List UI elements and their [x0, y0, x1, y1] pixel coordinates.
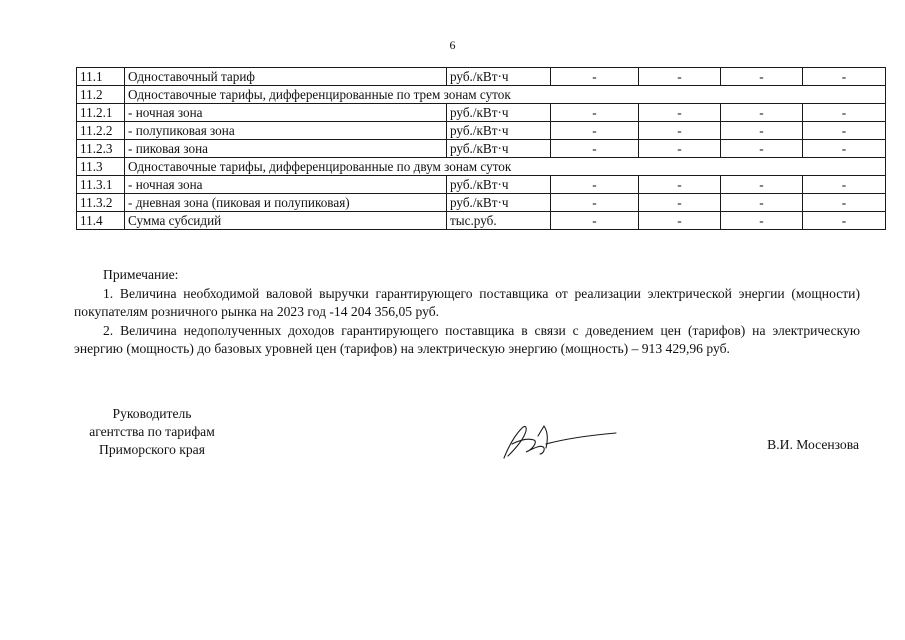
signatory-position — [82, 405, 222, 459]
row-value: - — [639, 104, 721, 122]
row-value: - — [639, 194, 721, 212]
row-value: - — [721, 140, 803, 158]
row-value: - — [551, 68, 639, 86]
table-row — [77, 140, 886, 158]
row-name: - дневная зона (пиковая и полупиковая) — [125, 194, 447, 212]
row-name: Одноставочные тарифы, дифференцированные по двум зонам суток — [125, 158, 886, 176]
row-value: - — [721, 212, 803, 230]
row-number: 11.3 — [77, 158, 125, 176]
row-value: - — [639, 212, 721, 230]
row-unit: тыс.руб. — [447, 212, 551, 230]
row-value: - — [803, 122, 886, 140]
row-value: - — [721, 194, 803, 212]
row-value: - — [721, 104, 803, 122]
notes-title: Примечание: — [103, 267, 179, 282]
row-value: - — [721, 68, 803, 86]
row-value: - — [803, 68, 886, 86]
row-value: - — [551, 176, 639, 194]
row-name: - ночная зона — [125, 104, 447, 122]
row-name: Одноставочные тарифы, дифференцированные по трем зонам суток — [125, 86, 886, 104]
row-unit: руб./кВт·ч — [447, 104, 551, 122]
row-value: - — [803, 194, 886, 212]
tariff-table — [76, 67, 886, 230]
table-row — [77, 176, 886, 194]
row-unit: руб./кВт·ч — [447, 176, 551, 194]
row-number: 11.3.2 — [77, 194, 125, 212]
row-name: - полупиковая зона — [125, 122, 447, 140]
position-line-1: Руководитель — [112, 406, 192, 421]
table-row — [77, 68, 886, 86]
row-name: Одноставочный тариф — [125, 68, 447, 86]
row-value: - — [551, 194, 639, 212]
row-value: - — [639, 176, 721, 194]
row-number: 11.4 — [77, 212, 125, 230]
row-unit: руб./кВт·ч — [447, 68, 551, 86]
row-number: 11.2.2 — [77, 122, 125, 140]
note-item-1: 1. Величина необходимой валовой выручки гарантирующего поставщика от реализации электрической энергии (мощности) покупателям розничного рынка на 2023 год -14 204 356,05 руб. — [74, 285, 860, 319]
table-row — [77, 86, 886, 104]
row-value: - — [639, 68, 721, 86]
row-value: - — [721, 176, 803, 194]
table-row — [77, 194, 886, 212]
row-value: - — [803, 176, 886, 194]
row-value: - — [721, 122, 803, 140]
row-value: - — [803, 104, 886, 122]
row-value: - — [551, 122, 639, 140]
row-unit: руб./кВт·ч — [447, 140, 551, 158]
row-value: - — [551, 104, 639, 122]
row-name: - ночная зона — [125, 176, 447, 194]
row-value: - — [639, 140, 721, 158]
table-row — [77, 158, 886, 176]
row-number: 11.1 — [77, 68, 125, 86]
row-value: - — [551, 140, 639, 158]
row-value: - — [551, 212, 639, 230]
row-number: 11.2.3 — [77, 140, 125, 158]
table-row — [77, 104, 886, 122]
row-value: - — [639, 122, 721, 140]
row-number: 11.2.1 — [77, 104, 125, 122]
row-value: - — [803, 140, 886, 158]
handwritten-signature — [498, 418, 618, 463]
position-line-3: Приморского края — [99, 442, 205, 457]
table-row — [77, 122, 886, 140]
row-value: - — [803, 212, 886, 230]
position-line-2: агентства по тарифам — [89, 424, 215, 439]
note-item-2: 2. Величина недополученных доходов гарантирующего поставщика в связи с доведением цен (тарифов) на электрическую энергию (мощность) до базовых уровней цен (тарифов) на электрическую энергию (мощность) – 913 429,96 руб. — [74, 322, 860, 356]
row-name: - пиковая зона — [125, 140, 447, 158]
row-number: 11.3.1 — [77, 176, 125, 194]
row-name: Сумма субсидий — [125, 212, 447, 230]
row-number: 11.2 — [77, 86, 125, 104]
notes-section — [74, 266, 860, 359]
row-unit: руб./кВт·ч — [447, 194, 551, 212]
table-row — [77, 212, 886, 230]
signatory-name: В.И. Мосензова — [767, 437, 859, 452]
page-number: 6 — [449, 38, 456, 52]
row-unit: руб./кВт·ч — [447, 122, 551, 140]
